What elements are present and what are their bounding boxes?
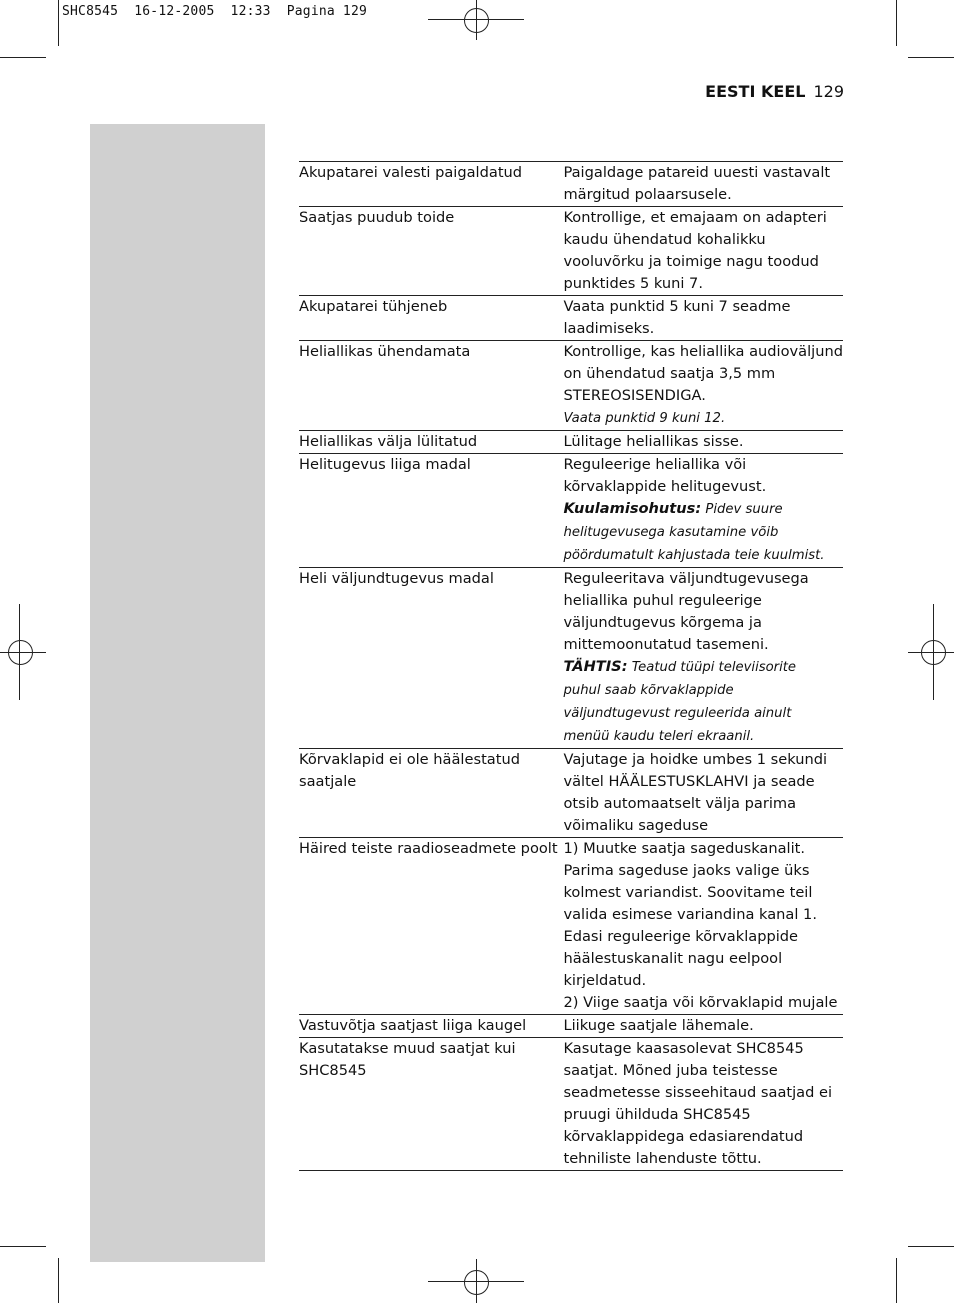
remedy-text-line — [563, 184, 843, 206]
page-number: 129 — [813, 82, 844, 101]
crop-mark — [896, 0, 897, 46]
remedy-text-segment: kõrvaklappide helitugevust. — [563, 478, 767, 495]
remedy-text-line — [563, 1015, 843, 1037]
remedy-text-segment: Liikuge saatjale lähemale. — [563, 1017, 754, 1034]
remedy-cell — [563, 341, 843, 431]
remedy-text-segment: STEREOSISENDIGA. — [563, 387, 706, 404]
remedy-text-segment: Vaata punktid 5 kuni 7 seadme — [563, 298, 791, 315]
remedy-text-line — [563, 679, 843, 702]
problem-cell — [299, 568, 563, 749]
remedy-text-segment: 2) Viige saatja või kõrvaklapid mujale — [563, 994, 838, 1011]
remedy-text-line — [563, 341, 843, 363]
problem-text-line: Akupatarei tühjeneb — [299, 298, 448, 315]
remedy-text-line — [563, 251, 843, 273]
remedy-cell — [563, 454, 843, 568]
remedy-text-segment: kõrvaklappidega edasiarendatud — [563, 1128, 804, 1145]
remedy-cell — [563, 568, 843, 749]
table-row — [299, 1015, 843, 1038]
problem-text-line: Heli väljundtugevus madal — [299, 570, 494, 587]
remedy-text-segment: seadmetesse sisseehitaud saatjad ei — [563, 1084, 833, 1101]
remedy-cell — [563, 207, 843, 296]
remedy-text-segment: Kontrollige, et emajaam on adapteri — [563, 209, 827, 226]
troubleshooting-table — [299, 161, 843, 1171]
remedy-text-line — [563, 318, 843, 340]
remedy-text-line — [563, 749, 843, 771]
remedy-text-line — [563, 273, 843, 295]
remedy-cell — [563, 838, 843, 1015]
remedy-text-line — [563, 296, 843, 318]
remedy-text-segment: Parima sageduse jaoks valige üks — [563, 862, 810, 879]
remedy-cell — [563, 431, 843, 454]
problem-cell — [299, 838, 563, 1015]
remedy-text-segment: heliallika puhul reguleerige — [563, 592, 762, 609]
table-row — [299, 838, 843, 1015]
registration-mark — [908, 604, 954, 700]
crop-mark — [0, 57, 46, 58]
remedy-text-segment: väljundtugevus kõrgema ja — [563, 614, 762, 631]
problem-text-line: Akupatarei valesti paigaldatud — [299, 164, 523, 181]
crop-mark — [58, 1258, 59, 1303]
table-row — [299, 431, 843, 454]
problem-text-line: Häired teiste raadioseadmete poolt — [299, 840, 558, 857]
language-label: EESTI KEEL — [705, 82, 806, 101]
remedy-text-line — [563, 207, 843, 229]
remedy-text-segment: Teatud tüüpi televiisorite — [627, 660, 797, 675]
table-row — [299, 454, 843, 568]
remedy-text-segment: Pidev suure — [701, 502, 783, 517]
registration-mark — [428, 1259, 524, 1303]
remedy-text-line — [563, 1038, 843, 1060]
remedy-text-segment: helitugevusega kasutamine võib — [563, 525, 779, 540]
table-row — [299, 162, 843, 207]
problem-cell — [299, 431, 563, 454]
page-header — [705, 82, 844, 101]
remedy-text-segment: kaudu ühendatud kohalikku — [563, 231, 766, 248]
crop-mark — [896, 1258, 897, 1303]
table-row — [299, 207, 843, 296]
remedy-text-line — [563, 1126, 843, 1148]
remedy-text-line — [563, 904, 843, 926]
remedy-text-line — [563, 1104, 843, 1126]
problem-text-line: Helitugevus liiga madal — [299, 456, 471, 473]
remedy-text-line — [563, 407, 843, 430]
remedy-emphasis-label: TÄHTIS: — [563, 658, 628, 675]
remedy-text-line — [563, 1082, 843, 1104]
table-row — [299, 749, 843, 838]
problem-cell — [299, 162, 563, 207]
remedy-text-segment: kirjeldatud. — [563, 972, 647, 989]
problem-cell — [299, 749, 563, 838]
problem-text-line: Kõrvaklapid ei ole häälestatud — [299, 751, 520, 768]
remedy-text-segment: Vaata punktid 9 kuni 12. — [563, 411, 726, 426]
problem-text-line: SHC8545 — [299, 1062, 367, 1079]
table-row — [299, 296, 843, 341]
remedy-text-line — [563, 882, 843, 904]
remedy-text-line — [563, 363, 843, 385]
remedy-text-segment: menüü kaudu teleri ekraanil. — [563, 729, 755, 744]
remedy-text-segment: märgitud polaarsusele. — [563, 186, 732, 203]
gray-margin-bar — [90, 124, 265, 1262]
remedy-text-segment: Edasi reguleerige kõrvaklappide — [563, 928, 799, 945]
problem-cell — [299, 296, 563, 341]
remedy-text-line — [563, 454, 843, 476]
table-row — [299, 1038, 843, 1171]
problem-text-line: Heliallikas välja lülitatud — [299, 433, 478, 450]
remedy-text-segment: häälestuskanalit nagu eelpool — [563, 950, 783, 967]
remedy-text-segment: Lülitage heliallikas sisse. — [563, 433, 744, 450]
remedy-text-line — [563, 568, 843, 590]
remedy-text-segment: Reguleerige heliallika või — [563, 456, 747, 473]
crop-mark — [908, 1246, 954, 1247]
problem-cell — [299, 207, 563, 296]
remedy-text-line — [563, 970, 843, 992]
remedy-text-line — [563, 476, 843, 498]
problem-text-line: saatjale — [299, 773, 357, 790]
remedy-text-line — [563, 612, 843, 634]
remedy-text-segment: võimaliku sageduse — [563, 817, 709, 834]
problem-text-line: Heliallikas ühendamata — [299, 343, 471, 360]
remedy-text-segment: Vajutage ja hoidke umbes 1 sekundi — [563, 751, 828, 768]
remedy-text-line — [563, 771, 843, 793]
remedy-text-line — [563, 544, 843, 567]
remedy-text-line — [563, 948, 843, 970]
remedy-cell — [563, 296, 843, 341]
remedy-text-segment: valida esimese variandina kanal 1. — [563, 906, 817, 923]
remedy-text-line — [563, 815, 843, 837]
crop-mark — [908, 57, 954, 58]
remedy-cell — [563, 1015, 843, 1038]
remedy-text-line — [563, 431, 843, 453]
remedy-text-segment: punktides 5 kuni 7. — [563, 275, 703, 292]
table-row — [299, 568, 843, 749]
remedy-text-segment: mittemoonutatud tasemeni. — [563, 636, 769, 653]
print-header: SHC8545 16-12-2005 12:33 Pagina 129 — [62, 4, 368, 19]
crop-mark — [58, 0, 59, 46]
remedy-text-segment: kolmest variandist. Soovitame teil — [563, 884, 813, 901]
remedy-text-segment: Reguleeritava väljundtugevusega — [563, 570, 809, 587]
problem-text-line: Saatjas puudub toide — [299, 209, 455, 226]
remedy-text-line — [563, 926, 843, 948]
remedy-text-line — [563, 521, 843, 544]
remedy-text-segment: Paigaldage patareid uuesti vastavalt — [563, 164, 831, 181]
table-row — [299, 341, 843, 431]
remedy-text-line — [563, 162, 843, 184]
crop-mark — [0, 1246, 46, 1247]
remedy-text-segment: saatjat. Mõned juba teistesse — [563, 1062, 778, 1079]
remedy-cell — [563, 162, 843, 207]
remedy-text-segment: 1) Muutke saatja sageduskanalit. — [563, 840, 805, 857]
remedy-text-segment: vooluvõrku ja toimige nagu toodud — [563, 253, 819, 270]
problem-text-line: Kasutatakse muud saatjat kui — [299, 1040, 516, 1057]
remedy-text-segment: otsib automaatselt välja parima — [563, 795, 797, 812]
remedy-text-line — [563, 702, 843, 725]
problem-cell — [299, 1038, 563, 1171]
remedy-text-line — [563, 793, 843, 815]
registration-mark — [0, 604, 46, 700]
remedy-text-segment: pöördumatult kahjustada teie kuulmist. — [563, 548, 825, 563]
remedy-text-line — [563, 992, 843, 1014]
remedy-text-segment: pruugi ühilduda SHC8545 — [563, 1106, 751, 1123]
remedy-text-line — [563, 498, 843, 521]
remedy-cell — [563, 749, 843, 838]
remedy-text-line — [563, 1060, 843, 1082]
remedy-text-segment: Kasutage kaasasolevat SHC8545 — [563, 1040, 804, 1057]
remedy-text-line — [563, 590, 843, 612]
troubleshooting-table-body — [299, 162, 843, 1171]
remedy-text-line — [563, 229, 843, 251]
remedy-text-segment: vältel HÄÄLESTUSKLAHVI ja seade — [563, 773, 815, 790]
problem-cell — [299, 454, 563, 568]
remedy-text-line — [563, 1148, 843, 1170]
remedy-text-line — [563, 656, 843, 679]
problem-text-line: Vastuvõtja saatjast liiga kaugel — [299, 1017, 527, 1034]
remedy-cell — [563, 1038, 843, 1171]
remedy-text-segment: on ühendatud saatja 3,5 mm — [563, 365, 776, 382]
remedy-text-line — [563, 860, 843, 882]
remedy-text-segment: väljundtugevust reguleerida ainult — [563, 706, 792, 721]
remedy-text-segment: tehniliste lahenduste tõttu. — [563, 1150, 762, 1167]
remedy-text-segment: puhul saab kõrvaklappide — [563, 683, 734, 698]
remedy-text-segment: laadimiseks. — [563, 320, 655, 337]
remedy-emphasis-label: Kuulamisohutus: — [563, 500, 702, 517]
remedy-text-line — [563, 634, 843, 656]
problem-cell — [299, 1015, 563, 1038]
remedy-text-segment: Kontrollige, kas heliallika audioväljund — [563, 343, 843, 360]
remedy-text-line — [563, 838, 843, 860]
remedy-text-line — [563, 725, 843, 748]
remedy-text-line — [563, 385, 843, 407]
registration-mark — [428, 0, 524, 40]
problem-cell — [299, 341, 563, 431]
